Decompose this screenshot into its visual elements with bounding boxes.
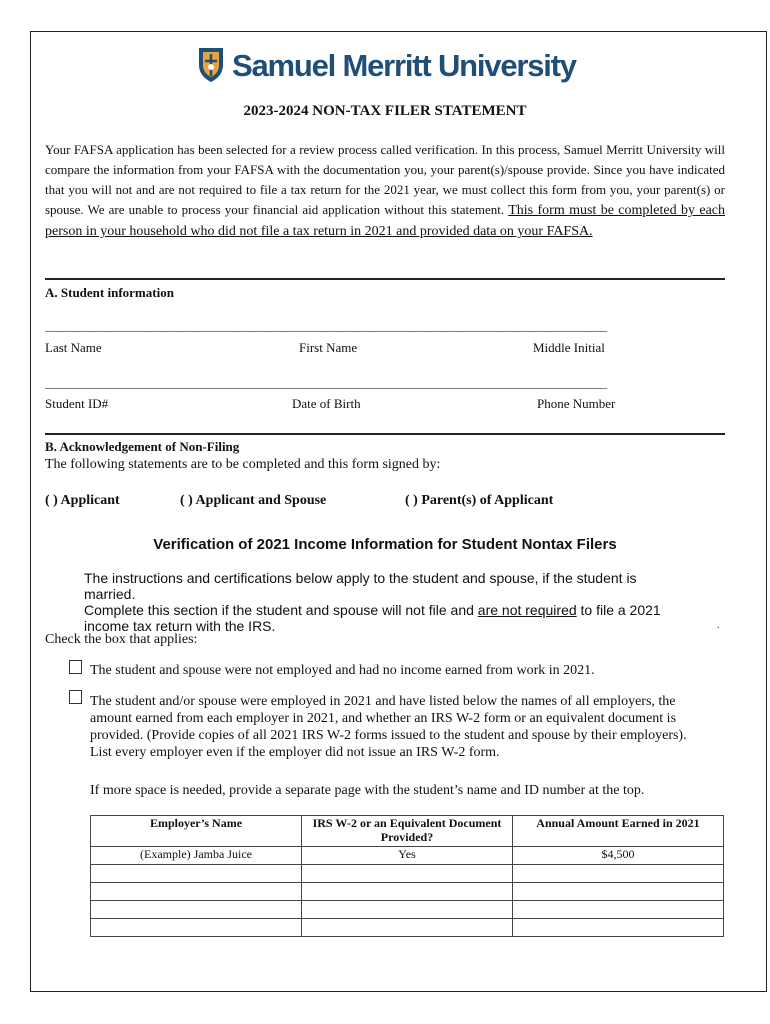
intro-underlined-text: This form must be completed by each person in your household who did not file a tax return in 2021 and provided data on your FAFSA. <box>45 203 726 239</box>
table-cell[interactable] <box>302 919 513 937</box>
table-cell[interactable] <box>91 865 302 883</box>
table-row[interactable] <box>91 901 724 919</box>
no-income-option: The student and spouse were not employed and had no income earned from work in 2021. <box>90 663 595 678</box>
instruction-line-1: The instructions and certifications below apply to the student and spouse, if the student is married. <box>84 570 637 602</box>
table-cell[interactable] <box>513 883 724 901</box>
table-cell[interactable] <box>302 901 513 919</box>
table-row[interactable] <box>91 883 724 901</box>
table-cell: Yes <box>302 847 513 865</box>
instruction-text: Complete this section if the student and spouse will not file and <box>84 602 478 618</box>
no-income-checkbox[interactable] <box>69 660 82 674</box>
option-applicant-and-spouse[interactable]: ( ) Applicant and Spouse <box>180 493 327 508</box>
table-row[interactable] <box>91 919 724 937</box>
table-header-row <box>91 816 724 847</box>
table-cell[interactable] <box>91 919 302 937</box>
date-of-birth-label: Date of Birth <box>292 396 361 411</box>
stray-mark: . <box>717 620 720 631</box>
table-cell: $4,500 <box>513 847 724 865</box>
university-name: Samuel Merritt University <box>232 48 576 83</box>
university-logo <box>196 46 576 86</box>
student-id-line[interactable]: ______________________________________________________________________________________________________ <box>45 375 606 390</box>
table-cell[interactable] <box>513 901 724 919</box>
check-box-label: Check the box that applies: <box>45 632 198 647</box>
instruction-text: to file a 2021 income tax return with the IRS. <box>84 602 661 634</box>
column-header: Annual Amount Earned in 2021 <box>513 816 724 847</box>
employer-table <box>90 815 724 937</box>
employed-checkbox[interactable] <box>69 690 82 704</box>
last-name-label: Last Name <box>45 340 102 355</box>
instruction-line-2 <box>84 602 684 634</box>
table-cell[interactable] <box>513 919 724 937</box>
table-cell[interactable] <box>513 865 724 883</box>
verification-title: Verification of 2021 Income Information for Student Nontax Filers <box>153 536 617 553</box>
column-header: Employer’s Name <box>91 816 302 847</box>
table-row <box>91 847 724 865</box>
middle-initial-label: Middle Initial <box>533 340 605 355</box>
verification-instructions <box>84 570 684 634</box>
table-cell[interactable] <box>91 901 302 919</box>
intro-text: Your FAFSA application has been selected for a review process called verification. In this process, Samuel Merritt University will compare the information from your FAFSA with the documentation you, your parent(s)/spouse provide. Since you have indicated that you will not and are not required to file a tax return for the 2021 year, we must collect this form from you, your parent(s) or spouse. We are unable to process your financial aid application without this statement. <box>45 142 725 217</box>
student-id-label: Student ID# <box>45 396 109 411</box>
option-applicant[interactable]: ( ) Applicant <box>45 493 120 508</box>
form-title: 2023-2024 NON-TAX FILER STATEMENT <box>243 103 527 119</box>
intro-paragraph <box>45 140 725 242</box>
option-parents-of-applicant[interactable]: ( ) Parent(s) of Applicant <box>405 493 554 508</box>
phone-number-label: Phone Number <box>537 396 616 411</box>
section-a-heading: A. Student information <box>45 285 174 300</box>
table-cell[interactable] <box>302 883 513 901</box>
section-divider <box>45 278 725 280</box>
shield-crest-icon <box>196 45 226 88</box>
section-b-heading: B. Acknowledgement of Non-Filing <box>45 439 240 454</box>
section-divider <box>45 433 725 435</box>
signer-statement: The following statements are to be completed and this form signed by: <box>45 457 441 472</box>
student-name-line[interactable]: ______________________________________________________________________________________________________ <box>45 318 606 333</box>
employed-option: The student and/or spouse were employed in 2021 and have listed below the names of all employers, the amount earned from each employer in 2021, and whether an IRS W-2 form or an equivalent document is provided. (Provide copies of all 2021 IRS W-2 forms issued to the student and spouse by their employers). List every employer even if the employer did not issue an IRS W-2 form. <box>90 694 687 760</box>
instruction-underlined: are not required <box>477 602 577 618</box>
column-header: IRS W-2 or an Equivalent Document Provided? <box>302 816 513 847</box>
table-cell: (Example) Jamba Juice <box>91 847 302 865</box>
table-cell[interactable] <box>91 883 302 901</box>
first-name-label: First Name <box>299 340 358 355</box>
table-cell[interactable] <box>302 865 513 883</box>
more-space-note: If more space is needed, provide a separate page with the student’s name and ID number at the top. <box>90 783 645 798</box>
table-row[interactable] <box>91 865 724 883</box>
